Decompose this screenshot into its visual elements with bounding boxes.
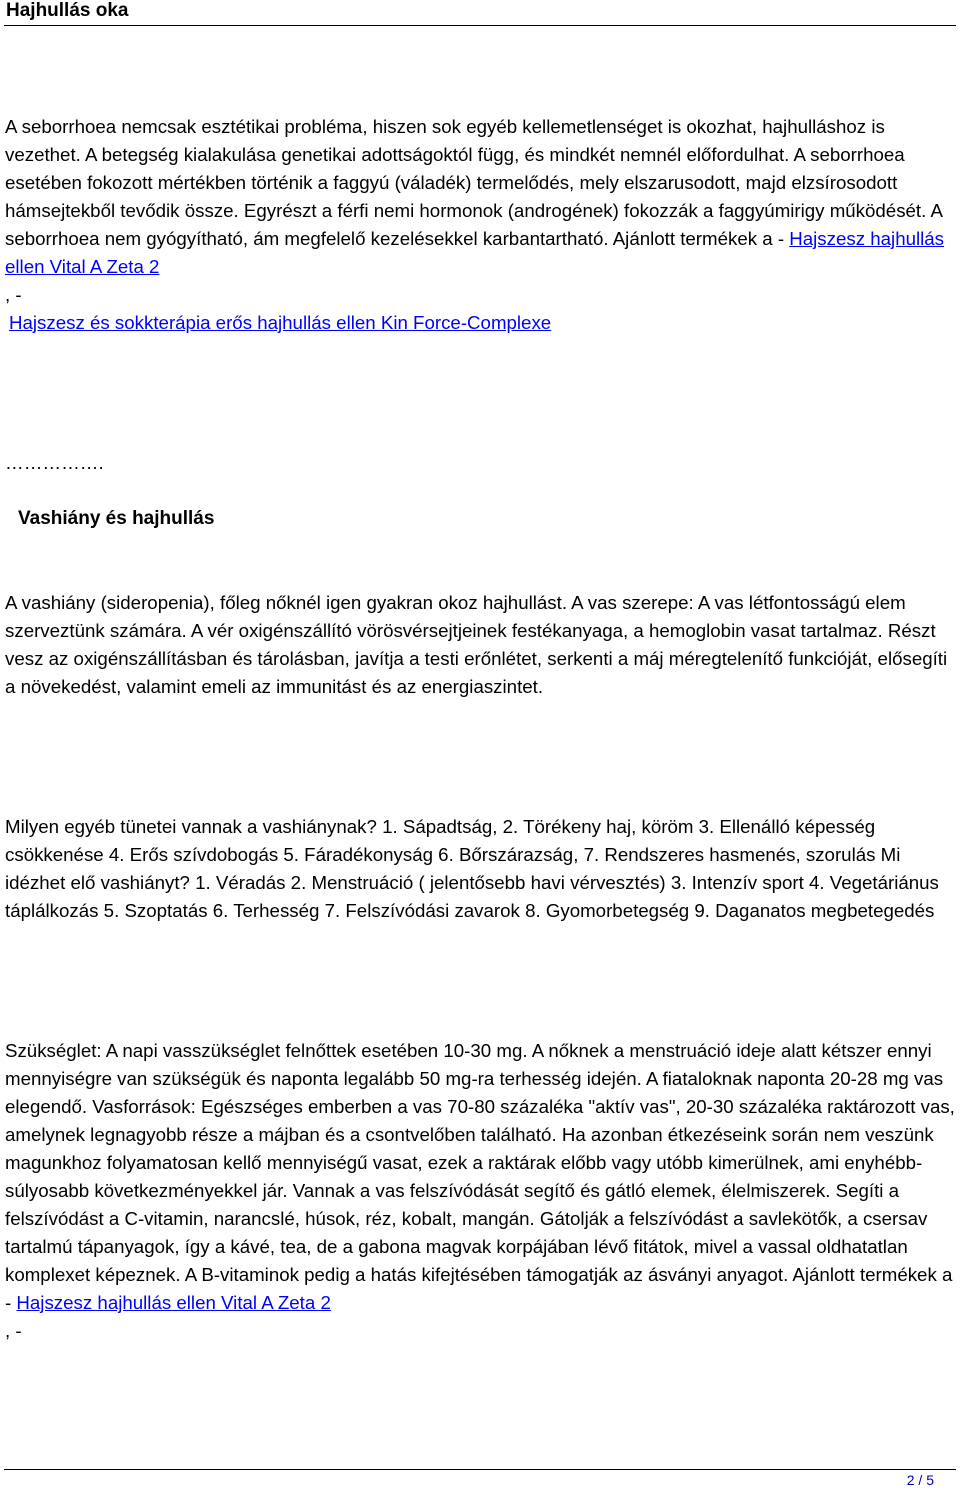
link-separator-second: , - bbox=[5, 1320, 22, 1341]
footer-divider bbox=[4, 1469, 956, 1470]
product-link-vital-a-zeta-2[interactable]: Hajszesz hajhullás ellen Vital A Zeta 2 bbox=[5, 228, 945, 277]
header-divider bbox=[4, 25, 956, 26]
seborrhoea-text: A seborrhoea nemcsak esztétikai probléma, hiszen sok egyéb kellemetlenséget is okozhat, hajhulláshoz is vezethet. A betegség kialakulása genetikai adottságoktól függ, és mindkét nemnél előfordulhat. A seborrhoea esetében fokozott mértékben történik a faggyú (váladék) termelődés, mely elszarusodott, majd elzsírosodott hámsejtekből tevődik össze. Egyrészt a férfi nemi hormonok (androgének) fokozzák a faggyúmirigy működését. A seborrhoea nem gyógyítható, ám megfelelő kezelésekkel karbantartható. Ajánlott termékek a - bbox=[5, 116, 942, 249]
section-separator-dots: ……………. bbox=[5, 452, 104, 473]
iron-needs-paragraph bbox=[5, 1037, 955, 1345]
page-number: 2 / 5 bbox=[906, 1472, 934, 1488]
product-link-vital-a-zeta-2-second[interactable]: Hajszesz hajhullás ellen Vital A Zeta 2 bbox=[16, 1292, 331, 1313]
product-link-kin-force-complexe[interactable]: Hajszesz és sokkterápia erős hajhullás ellen Kin Force-Complexe bbox=[9, 312, 552, 333]
iron-deficiency-heading: Vashiány és hajhullás bbox=[18, 508, 215, 529]
symptoms-paragraph: Milyen egyéb tünetei vannak a vashiánynak? 1. Sápadtság, 2. Törékeny haj, köröm 3. Ellenálló képesség csökkenése 4. Erős szívdobogás 5. Fáradékonyság 6. Bőrszárazság, 7. Rendszeres hasmenés, szorulás Mi idézhet elő vashiányt? 1. Véradás 2. Menstruáció ( jelentősebb havi vérvesztés) 3. Intenzív sport 4. Vegetáriánus táplálkozás 5. Szoptatás 6. Terhesség 7. Felszívódási zavarok 8. Gyomorbetegség 9. Daganatos megbetegedés bbox=[5, 816, 939, 921]
link-separator: , - bbox=[5, 284, 22, 305]
iron-intro-paragraph: A vashiány (sideropenia), főleg nőknél igen gyakran okoz hajhullást. A vas szerepe: A vas létfontosságú elem szerveztünk számára. A vér oxigénszállító vörösvérsejtjeinek festékanyaga, a hemoglobin vasat tartalmaz. Részt vesz az oxigénszállításban és tárolásban, javítja a testi erőnlétet, serkenti a máj méregtelenítő funkcióját, elősegíti a növekedést, valamint emeli az immunitást és az energiaszintet. bbox=[5, 592, 948, 697]
iron-needs-text: Szükséglet: A napi vasszükséglet felnőttek esetében 10-30 mg. A nőknek a menstruáció ideje alatt kétszer ennyi mennyiségre van szükségük és naponta legalább 50 mg-ra terhesség idején. A fiataloknak naponta 20-28 mg vas elegendő. Vasforrások: Egészséges emberben a vas 70-80 százaléka "aktív vas", 20-30 százaléka raktározott vas, amelynek legnagyobb része a májban és a csontvelőben található. Ha azonban étkezéseink során nem veszünk magunkhoz folyamatosan kellő mennyiségű vasat, ezek a raktárak előbb vagy utóbb kimerülnek, ami enyhébb- súlyosabb következményekkel jár. Vannak a vas felszívódását segítő és gátló elemek, élelmiszerek. Segíti a felszívódást a C-vitamin, narancslé, húsok, réz, kobalt, mangán. Gátolják a felszívódást a savlekötők, a csersav tartalmú tápanyagok, így a kávé, tea, de a gabona magvak korpájában lévő fitátok, mivel a vassal oldhatatlan komplexet képeznek. A B-vitaminok pedig a hatás kifejtésében támogatják az ásványi anyagot. Ajánlott termékek a - bbox=[5, 1040, 955, 1313]
seborrhoea-paragraph bbox=[5, 113, 955, 337]
document-title: Hajhullás oka bbox=[6, 0, 129, 21]
